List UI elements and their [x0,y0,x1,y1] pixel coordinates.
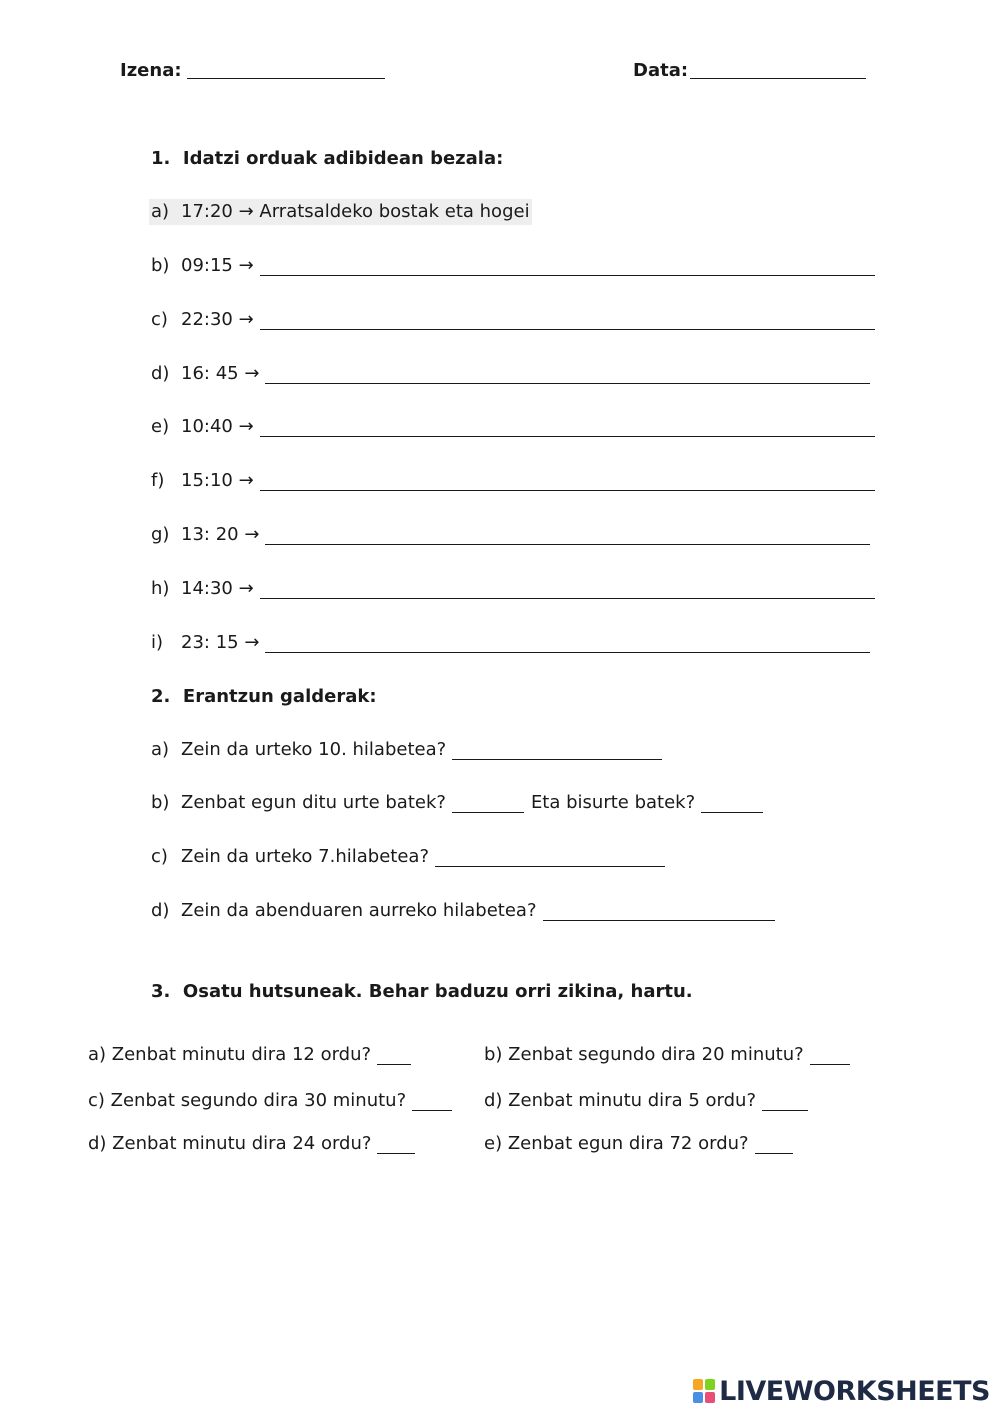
answer-blank[interactable] [377,1137,415,1154]
answer-blank[interactable] [260,582,875,599]
name-label: Izena: [120,60,182,81]
item-letter: g) [151,524,170,545]
question-letter: d) [151,900,170,921]
section2-heading [151,686,377,707]
date-blank[interactable] [690,78,866,79]
item-time: 22:30 → [181,309,254,330]
item-letter: h) [151,578,170,599]
time-item [151,632,870,653]
item-time: 09:15 → [181,255,254,276]
answer-blank[interactable] [260,313,875,330]
example-text: 17:20 → Arratsaldeko bostak eta hogei [181,201,530,222]
item-time: 14:30 → [181,578,254,599]
section3-heading [151,981,693,1002]
answer-blank[interactable] [260,474,875,491]
section2-number: 2. [151,686,171,707]
calc-text: c) Zenbat segundo dira 30 minutu? [88,1090,407,1111]
question-letter: c) [151,846,168,867]
answer-blank[interactable] [452,796,524,813]
calc-right-1 [484,1044,850,1065]
answer-blank[interactable] [265,367,870,384]
question-text: Zenbat egun ditu urte batek? [181,792,446,813]
item-letter: f) [151,470,165,491]
item-time: 10:40 → [181,416,254,437]
answer-blank[interactable] [701,796,763,813]
item-time: 23: 15 → [181,632,260,653]
answer-blank[interactable] [762,1094,808,1111]
section2-title: Erantzun galderak: [182,686,377,707]
logo-icon [693,1379,717,1405]
calc-text: d) Zenbat minutu dira 5 ordu? [484,1090,756,1111]
answer-blank[interactable] [435,850,665,867]
item-time: 15:10 → [181,470,254,491]
question-text: Zein da abenduaren aurreko hilabetea? [181,900,537,921]
date-label: Data: [633,60,689,81]
item-letter: d) [151,363,170,384]
time-item [151,416,875,437]
item-letter: b) [151,255,170,276]
question-d [151,900,775,921]
question-a [151,739,662,760]
item-time: 13: 20 → [181,524,260,545]
answer-blank[interactable] [377,1048,411,1065]
question-text: Zein da urteko 7.hilabetea? [181,846,430,867]
answer-blank[interactable] [412,1094,452,1111]
calc-left-2 [88,1090,452,1111]
section1-number: 1. [151,148,171,169]
calc-text: a) Zenbat minutu dira 12 ordu? [88,1044,372,1065]
calc-right-2 [484,1090,808,1111]
time-item [151,470,875,491]
example-letter: a) [151,201,170,222]
calc-text: b) Zenbat segundo dira 20 minutu? [484,1044,804,1065]
section1-heading [151,148,503,169]
answer-blank[interactable] [260,259,875,276]
question-text-2: Eta bisurte batek? [530,792,696,813]
logo-text: LIVEWORKSHEETS [719,1376,990,1407]
calc-right-3 [484,1133,793,1154]
name-blank[interactable] [187,78,385,79]
time-item [151,363,870,384]
item-time: 16: 45 → [181,363,260,384]
question-text: Zein da urteko 10. hilabetea? [181,739,447,760]
answer-blank[interactable] [452,743,662,760]
section3-number: 3. [151,981,171,1002]
answer-blank[interactable] [810,1048,850,1065]
section3-title: Osatu hutsuneak. Behar baduzu orri zikina, hartu. [182,981,693,1002]
calc-left-1 [88,1044,411,1065]
item-letter: i) [151,632,164,653]
calc-left-3 [88,1133,415,1154]
item-letter: c) [151,309,168,330]
question-letter: a) [151,739,170,760]
item-letter: e) [151,416,170,437]
answer-blank[interactable] [755,1137,793,1154]
liveworksheets-logo [693,1376,990,1407]
answer-blank[interactable] [265,636,870,653]
question-b [151,792,763,813]
time-item [151,524,870,545]
question-c [151,846,665,867]
calc-text: e) Zenbat egun dira 72 ordu? [484,1133,749,1154]
time-item [151,578,875,599]
calc-text: d) Zenbat minutu dira 24 ordu? [88,1133,372,1154]
section1-title: Idatzi orduak adibidean bezala: [182,148,504,169]
answer-blank[interactable] [543,904,775,921]
time-item [151,309,875,330]
example-row [151,201,530,222]
answer-blank[interactable] [265,528,870,545]
question-letter: b) [151,792,170,813]
answer-blank[interactable] [260,420,875,437]
time-item [151,255,875,276]
